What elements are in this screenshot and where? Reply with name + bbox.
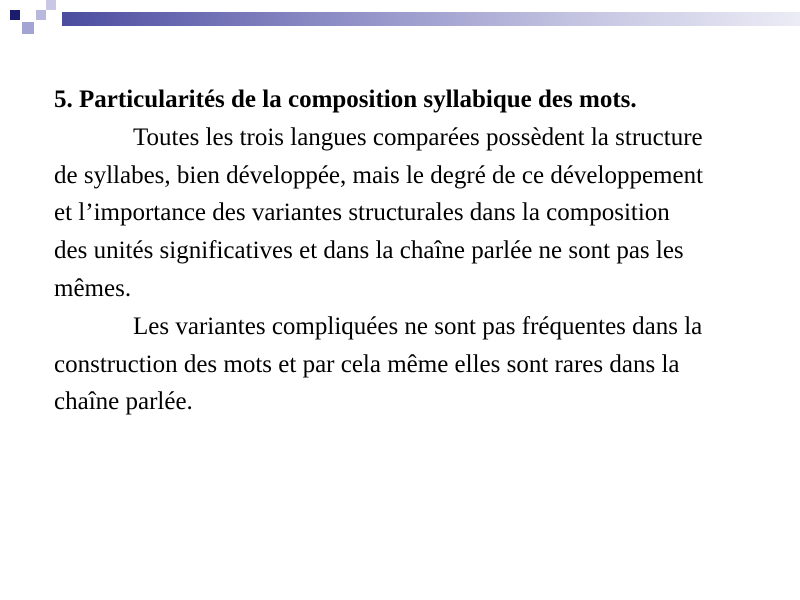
decor-square-pale	[36, 10, 46, 20]
paragraph-2: Les variantes compliquées ne sont pas fréquentes dans la construction des mots et par cela même elles sont rares dans la chaîne parlée.	[54, 312, 703, 416]
decor-square-light	[22, 22, 34, 34]
slide-body	[54, 81, 706, 421]
decor-square-dark	[10, 10, 20, 20]
decor-square-faint	[46, 0, 56, 10]
paragraph-1: Toutes les trois langues comparées possèdent la structure de syllabes, bien développée, mais le degré de ce développement et l’importance des variantes structurales dans la composition des unités significatives et dans la chaîne parlée ne sont pas les mêmes.	[54, 123, 704, 302]
slide-heading: 5. Particularités de la composition syllabique des mots.	[54, 86, 637, 113]
header-gradient-bar	[62, 12, 800, 26]
